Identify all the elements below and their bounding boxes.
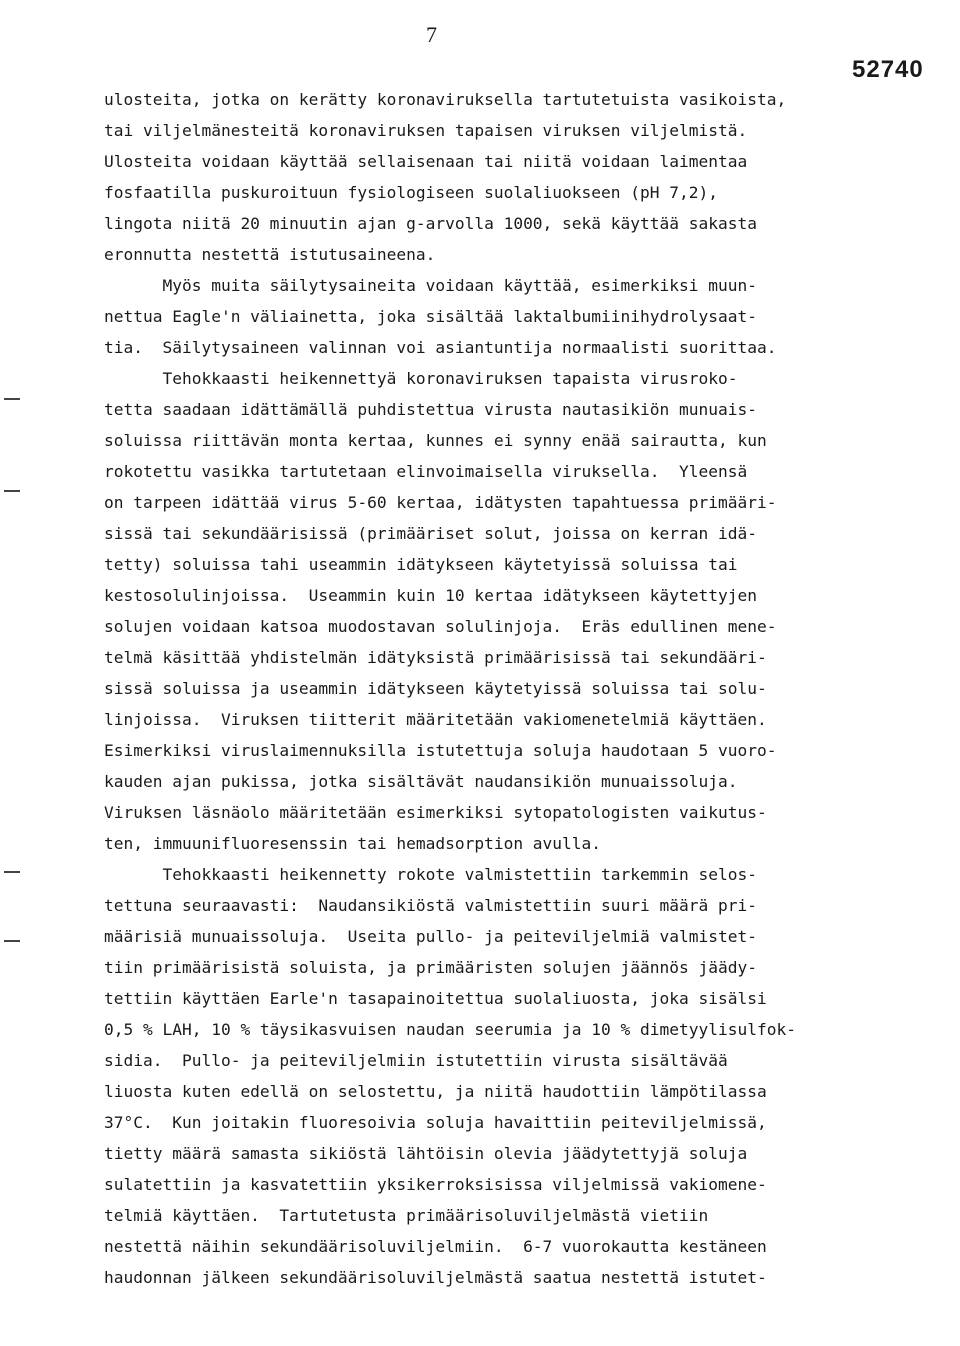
page-number: 7 [426, 22, 437, 47]
text-line: sissä tai sekundäärisissä (primääriset solut, joissa on kerran idä- [104, 524, 757, 543]
text-line: tetta saadaan idättämällä puhdistettua virusta nautasikiön munuais- [104, 400, 757, 419]
text-line: Ulosteita voidaan käyttää sellaisenaan tai niitä voidaan laimentaa [104, 152, 748, 171]
text-line: nettua Eagle'n väliainetta, joka sisältää laktalbumiinihydrolysaat- [104, 307, 757, 326]
text-line: Tehokkaasti heikennettyä koronaviruksen tapaista virusroko- [104, 369, 738, 388]
text-line: lingota niitä 20 minuutin ajan g-arvolla 1000, sekä käyttää sakasta [104, 214, 757, 233]
margin-mark [4, 398, 20, 400]
margin-mark [4, 871, 20, 873]
text-line: rokotettu vasikka tartutetaan elinvoimaisella viruksella. Yleensä [104, 462, 748, 481]
text-line: fosfaatilla puskuroituun fysiologiseen suolaliuokseen (pH 7,2), [104, 183, 718, 202]
margin-mark [4, 490, 20, 492]
text-line: tettiin käyttäen Earle'n tasapainoitettua suolaliuosta, joka sisälsi [104, 989, 767, 1008]
text-line: telmiä käyttäen. Tartutetusta primäärisoluviljelmästä vietiin [104, 1206, 709, 1225]
document-number: 52740 [852, 56, 924, 83]
text-line: määrisiä munuaissoluja. Useita pullo- ja peiteviljelmiä valmistet- [104, 927, 757, 946]
text-line: nestettä näihin sekundäärisoluviljelmiin. 6-7 vuorokautta kestäneen [104, 1237, 767, 1256]
text-line: telmä käsittää yhdistelmän idätyksistä primäärisissä tai sekundääri- [104, 648, 767, 667]
margin-mark [4, 940, 20, 942]
text-line: tia. Säilytysaineen valinnan voi asiantuntija normaalisti suorittaa. [104, 338, 777, 357]
text-line: kestosolulinjoissa. Useammin kuin 10 kertaa idätykseen käytettyjen [104, 586, 757, 605]
text-line: solujen voidaan katsoa muodostavan solulinjoja. Eräs edullinen mene- [104, 617, 777, 636]
text-line: tai viljelmänesteitä koronaviruksen tapaisen viruksen viljelmistä. [104, 121, 748, 140]
text-line: sulatettiin ja kasvatettiin yksikerroksisissa viljelmissä vakiomene- [104, 1175, 767, 1194]
text-line: sissä soluissa ja useammin idätykseen käytetyissä soluissa tai solu- [104, 679, 767, 698]
text-line: ten, immuunifluoresenssin tai hemadsorption avulla. [104, 834, 602, 853]
text-line: ulosteita, jotka on kerätty koronaviruksella tartutetuista vasikoista, [104, 90, 787, 109]
text-line: soluissa riittävän monta kertaa, kunnes ei synny enää sairautta, kun [104, 431, 767, 450]
text-line: tiin primäärisistä soluista, ja primääristen solujen jäännös jäädy- [104, 958, 757, 977]
text-line: Esimerkiksi viruslaimennuksilla istutettuja soluja haudotaan 5 vuoro- [104, 741, 777, 760]
text-line: Tehokkaasti heikennetty rokote valmistettiin tarkemmin selos- [104, 865, 757, 884]
text-line: Myös muita säilytysaineita voidaan käyttää, esimerkiksi muun- [104, 276, 757, 295]
text-line: 0,5 % LAH, 10 % täysikasvuisen naudan seerumia ja 10 % dimetyylisulfok- [104, 1020, 796, 1039]
text-line: tietty määrä samasta sikiöstä lähtöisin olevia jäädytettyjä soluja [104, 1144, 748, 1163]
text-line: linjoissa. Viruksen tiitterit määritetään vakiomenetelmiä käyttäen. [104, 710, 767, 729]
text-line: liuosta kuten edellä on selostettu, ja niitä haudottiin lämpötilassa [104, 1082, 767, 1101]
text-line: sidia. Pullo- ja peiteviljelmiin istutettiin virusta sisältävää [104, 1051, 728, 1070]
text-line: on tarpeen idättää virus 5-60 kertaa, idätysten tapahtuessa primääri- [104, 493, 777, 512]
text-line: eronnutta nestettä istutusaineena. [104, 245, 436, 264]
text-line: tettuna seuraavasti: Naudansikiöstä valmistettiin suuri määrä pri- [104, 896, 757, 915]
text-line: kauden ajan pukissa, jotka sisältävät naudansikiön munuaissoluja. [104, 772, 738, 791]
text-line: Viruksen läsnäolo määritetään esimerkiksi sytopatologisten vaikutus- [104, 803, 767, 822]
text-line: tetty) soluissa tahi useammin idätykseen käytetyissä soluissa tai [104, 555, 738, 574]
text-line: haudonnan jälkeen sekundäärisoluviljelmästä saatua nestettä istutet- [104, 1268, 767, 1287]
text-line: 37°C. Kun joitakin fluoresoivia soluja havaittiin peiteviljelmissä, [104, 1113, 767, 1132]
body-text [104, 84, 960, 1293]
